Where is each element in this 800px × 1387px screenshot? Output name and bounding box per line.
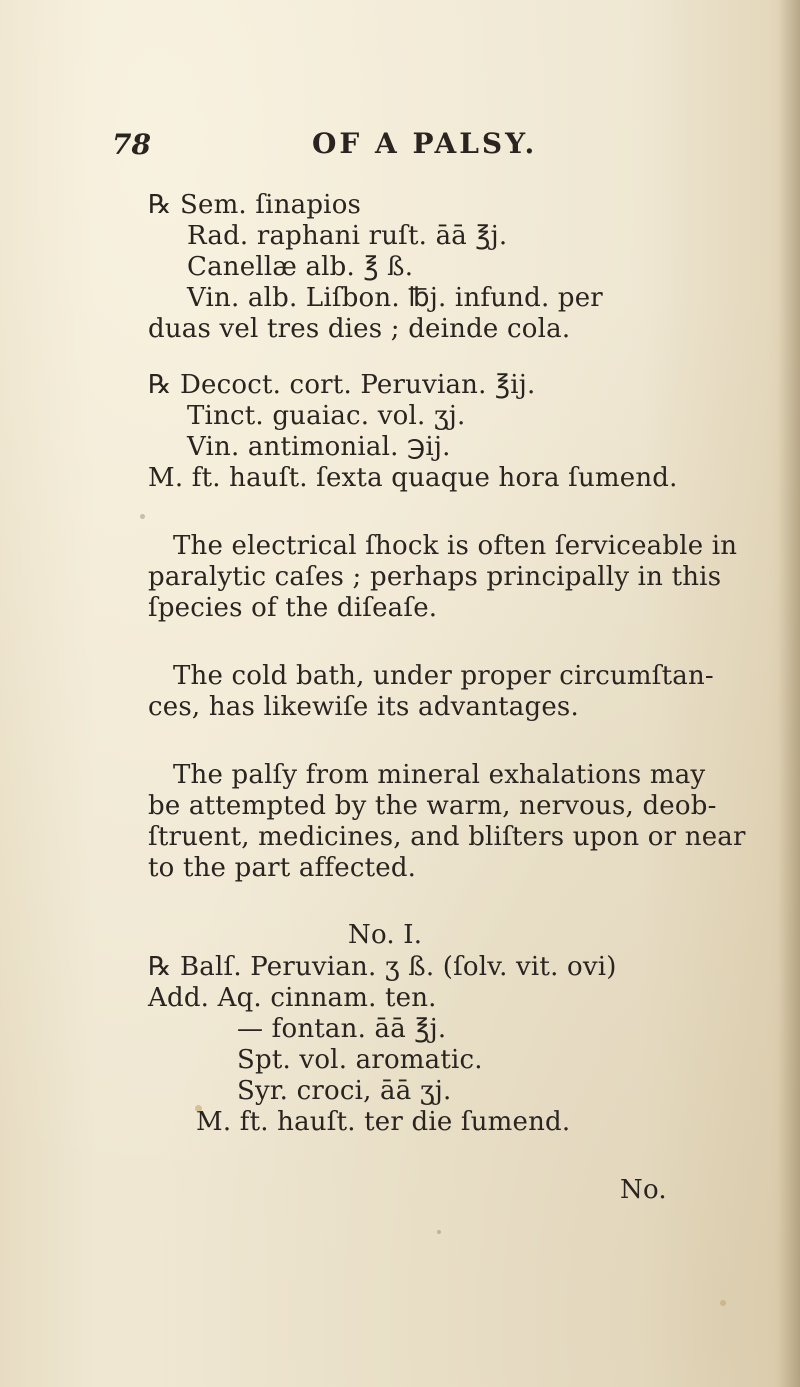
recipe1-line-2: Rad. raphani ruſt. āā ℥j. — [187, 221, 508, 251]
recipe3-line-3: — fontan. āā ℥j. — [237, 1014, 447, 1044]
recipe1-line-3: Canellæ alb. ℥ ß. — [187, 252, 414, 282]
catchword: No. — [620, 1175, 667, 1205]
recipe2-line-1: ℞ Decoct. cort. Peruvian. ℥ij. — [148, 370, 536, 400]
page-edge-shadow — [778, 0, 800, 1387]
paper-speck — [140, 514, 145, 519]
recipe1-line-1: ℞ Sem. ſinapios — [148, 190, 362, 220]
cold-bath-para-line-1: The cold bath, under proper circumſtan- — [173, 661, 714, 691]
recipe3-number: No. I. — [348, 920, 423, 950]
cold-bath-para-line-2: ces, has likewiſe its advantages. — [148, 692, 579, 722]
recipe3-line-5: Syr. croci, āā ʒj. — [237, 1076, 452, 1106]
paper-speck — [437, 1230, 441, 1234]
recipe3-line-1: ℞ Balſ. Peruvian. ʒ ß. (ſolv. vit. ovi) — [148, 952, 617, 982]
recipe3-line-4: Spt. vol. aromatic. — [237, 1045, 483, 1075]
paper-speck — [720, 1300, 726, 1306]
recipe2-line-3: Vin. antimonial. ℈ij. — [187, 432, 451, 462]
mineral-para-line-3: ſtruent, medicines, and bliſters upon or near — [148, 822, 746, 852]
mineral-para-line-4: to the part affected. — [148, 853, 417, 883]
recipe3-line-2: Add. Aq. cinnam. ten. — [148, 983, 437, 1013]
recipe2-line-4: M. ft. hauſt. ſexta quaque hora ſumend. — [148, 463, 678, 493]
recipe3-line-6: M. ft. hauſt. ter die ſumend. — [196, 1107, 571, 1137]
paper-speck — [195, 1105, 202, 1112]
page-number: 78 — [112, 128, 151, 161]
recipe1-line-4: Vin. alb. Liſbon. ℔j. infund. per — [187, 283, 603, 313]
electrical-para-line-2: paralytic caſes ; perhaps principally in this — [148, 562, 722, 592]
mineral-para-line-1: The palſy from mineral exhalations may — [173, 760, 706, 790]
electrical-para-line-1: The electrical ſhock is often ſerviceable in — [173, 531, 738, 561]
recipe2-line-2: Tinct. guaiac. vol. ʒj. — [187, 401, 466, 431]
running-title: OF A PALSY. — [312, 127, 538, 160]
recipe1-line-5: duas vel tres dies ; deinde cola. — [148, 314, 571, 344]
mineral-para-line-2: be attempted by the warm, nervous, deob- — [148, 791, 717, 821]
electrical-para-line-3: ſpecies of the diſeaſe. — [148, 593, 438, 623]
